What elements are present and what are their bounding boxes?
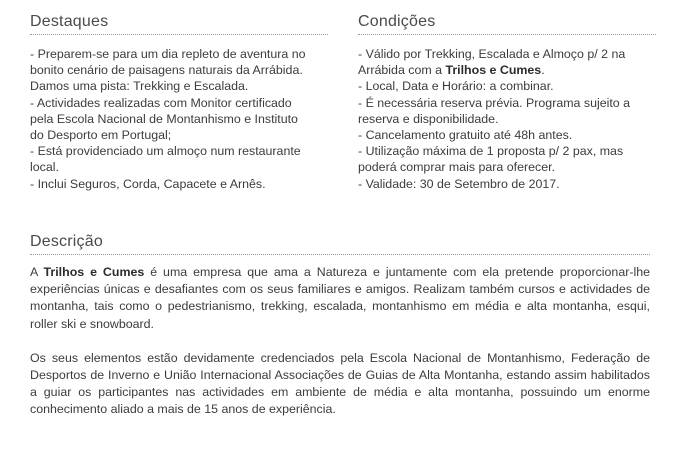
- condicoes-line: - Utilização máxima de 1 proposta p/ 2 pax, mas: [358, 144, 624, 159]
- destaques-line: - Inclui Seguros, Corda, Capacete e Arnês.: [30, 176, 266, 191]
- condicoes-line: reserva e disponibilidade.: [358, 111, 499, 126]
- destaques-heading: Destaques: [30, 12, 328, 35]
- descricao-paragraph-2: Os seus elementos estão devidamente credenciados pela Escola Nacional de Montanhismo, Federação de Desportos de Inverno e União Internacional Associações de Guias de Alta Montanha, estando assim habilitados a guiar os participantes nas actividades em ambiente de média e alta montanha, possuindo um enorme conhecimento aliado a mais de 15 anos de experiência.: [30, 350, 650, 417]
- condicoes-line: poderá comprar mais para oferecer.: [358, 160, 555, 175]
- condicoes-section: [358, 12, 656, 192]
- destaques-line: do Desporto em Portugal;: [30, 128, 172, 143]
- condicoes-heading: Condições: [358, 12, 656, 35]
- descricao-text: é uma empresa que ama a Natureza e juntamente com ela pretende proporcionar-lhe experiências únicas e desafiantes com os seus familiares e amigos. Realizam também cursos e actividades de montanha, tais como o pedestrianismo, trekking, escalada, montanhismo em média e alta montanha, esqui, roller ski e snowboard.: [30, 265, 650, 331]
- destaques-section: [30, 12, 328, 192]
- descricao-body: [30, 264, 650, 419]
- condicoes-line: - Local, Data e Horário: a combinar.: [358, 79, 554, 94]
- condicoes-list: [358, 46, 656, 192]
- condicoes-line: - Válido por Trekking, Escalada e Almoço p/ 2 na: [358, 47, 626, 61]
- condicoes-line: - É necessária reserva prévia. Programa sujeito a: [358, 95, 631, 110]
- brand-name: Trilhos e Cumes: [43, 265, 145, 279]
- descricao-section: [30, 232, 650, 419]
- condicoes-line: - Validade: 30 de Setembro de 2017.: [358, 176, 560, 191]
- brand-name: Trilhos e Cumes: [445, 63, 542, 78]
- destaques-line: bonito cenário de paisagens naturais da Arrábida.: [30, 63, 303, 78]
- destaques-line: - Actividades realizadas com Monitor certificado: [30, 95, 292, 110]
- condicoes-line-brand: [358, 62, 656, 78]
- destaques-line: - Está providenciado um almoço num restaurante: [30, 144, 301, 159]
- descricao-paragraph-1: [30, 264, 650, 333]
- condicoes-line-text: .: [541, 63, 545, 78]
- destaques-line: Damos uma pista: Trekking e Escalada.: [30, 79, 249, 94]
- destaques-line: - Preparem-se para um dia repleto de aventura no: [30, 47, 306, 61]
- condicoes-line: - Cancelamento gratuito até 48h antes.: [358, 128, 573, 143]
- destaques-line: pela Escola Nacional de Montanhismo e Instituto: [30, 111, 298, 126]
- descricao-heading: Descrição: [30, 232, 650, 255]
- destaques-list: [30, 46, 328, 192]
- descricao-text: A: [30, 265, 44, 279]
- condicoes-line-text: Arrábida com a: [358, 63, 446, 78]
- destaques-line: local.: [30, 160, 59, 175]
